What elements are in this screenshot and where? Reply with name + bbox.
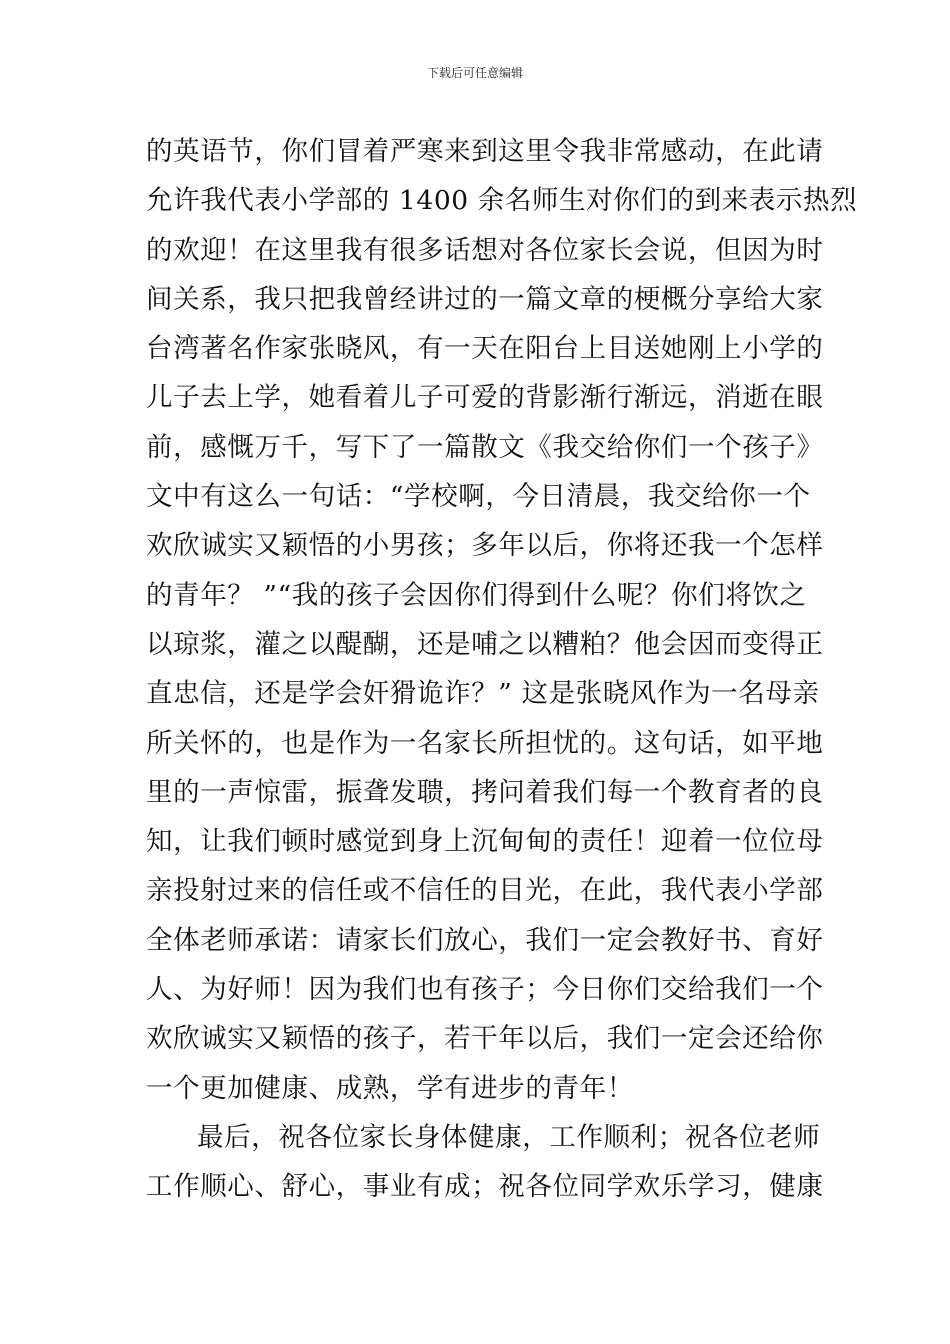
text-line: 欢欣诚实又颖悟的小男孩；多年以后，你将还我一个怎样 (146, 530, 824, 562)
text-line: 亲投射过来的信任或不信任的目光，在此，我代表小学部 (146, 875, 824, 907)
text-line: 台湾著名作家张晓风，有一天在阳台上目送她刚上小学的 (146, 333, 824, 365)
paragraph-first-line: 最后，祝各位家长身体健康，工作顺利；祝各位老师 (197, 1121, 821, 1153)
text-line: 知，让我们顿时感觉到身上沉甸甸的责任！迎着一位位母 (146, 826, 824, 858)
text-line: 的欢迎！在这里我有很多话想对各位家长会说，但因为时 (146, 234, 824, 266)
text-line: 人、为好师！因为我们也有孩子；今日你们交给我们一个 (146, 974, 824, 1006)
text-line: 的英语节，你们冒着严寒来到这里令我非常感动，在此请 (146, 136, 824, 167)
text-line: 全体老师承诺：请家长们放心，我们一定会教好书、育好 (146, 924, 824, 956)
text-line: 里的一声惊雷，振聋发聩，拷问着我们每一个教育者的良 (146, 776, 824, 808)
text-line: 前，感慨万千，写下了一篇散文《我交给你们一个孩子》 (146, 431, 824, 463)
text-line: 以琼浆，灌之以醍醐，还是哺之以糟粕？他会因而变得正 (146, 628, 824, 660)
text-line: 所关怀的，也是作为一名家长所担忧的。这句话，如平地 (146, 727, 824, 759)
text-line: 一个更加健康、成熟，学有进步的青年！ (146, 1072, 634, 1104)
text-line: 允许我代表小学部的 1400 余名师生对你们的到来表示热烈 (146, 185, 858, 217)
page-header: 下载后可任意编辑 (426, 66, 523, 80)
text-line: 文中有这么一句话：“学校啊，今日清晨，我交给你一个 (146, 481, 811, 513)
text-line: 直忠信，还是学会奸猾诡诈？” 这是张晓风作为一名母亲 (146, 678, 820, 710)
text-line: 的青年？ ”“我的孩子会因你们得到什么呢？你们将饮之 (146, 579, 807, 611)
text-line: 儿子去上学，她看着儿子可爱的背影渐行渐远，消逝在眼 (146, 382, 824, 414)
text-line: 间关系，我只把我曾经讲过的一篇文章的梗概分享给大家 (146, 283, 824, 315)
text-line: 欢欣诚实又颖悟的孩子，若干年以后，我们一定会还给你 (146, 1023, 824, 1055)
document-body (146, 127, 858, 1212)
text-line: 工作顺心、舒心，事业有成；祝各位同学欢乐学习，健康 (146, 1171, 824, 1203)
